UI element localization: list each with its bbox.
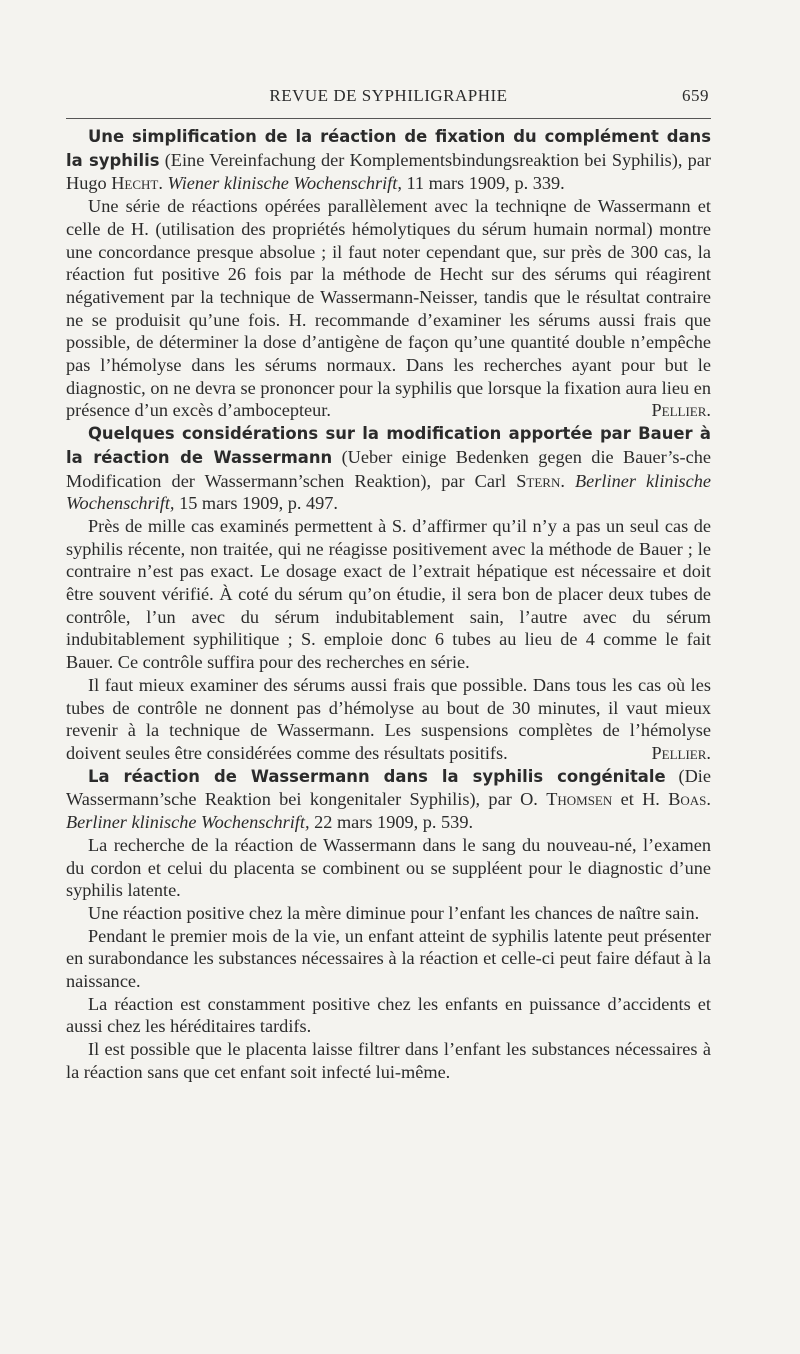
- article-paragraph: [66, 195, 711, 422]
- reference-text: .: [560, 470, 576, 491]
- page-number: 659: [682, 86, 709, 105]
- author-name: Stern: [516, 470, 561, 491]
- reference-date: 15 mars 1909, p. 497.: [174, 493, 339, 514]
- article-paragraph: Il est possible que le placenta laisse filtrer dans l’enfant les substances nécessaires à la réaction sans que cet enfant soit infecté lui-même.: [66, 1039, 711, 1082]
- journal-name: Berliner klinische Wochenschrift,: [66, 470, 712, 514]
- reference-date: 22 mars 1909, p. 539.: [309, 812, 474, 833]
- reference-text: .: [158, 173, 168, 194]
- signature: Pellier.: [651, 400, 711, 421]
- signature: Pellier.: [651, 742, 711, 763]
- journal-title: REVUE DE SYPHILIGRAPHIE: [269, 86, 508, 105]
- article-title: Quelques considérations sur la modification apportée par Bauer à la réaction de Wassermann: [66, 424, 711, 467]
- reference-text: (Eine Vereinfachung der Komplementsbindungsreaktion bei Syphilis), par Hugo: [66, 149, 711, 194]
- reference-text: (Ueber einige Bedenken gegen die Bauer’s-che Modification der Wassermann’schen Reaktion), par Carl: [66, 446, 711, 491]
- paragraph-text: Il faut mieux examiner des sérums aussi frais que possible. Dans tous les cas où les tubes de contrôle ne donnent pas d’hémolyse au bout de 30 minutes, il vaut mieux revenir à la technique de Wassermann. Les suspensions complètes de l’hémolyse doivent seules être considérées comme des résultats positifs.: [66, 674, 711, 763]
- reference-text: (Die Wassermann’sche Reaktion bei kongenitaler Syphilis), par O.: [66, 765, 711, 810]
- article-title: Une simplification de la réaction de fixation du complément dans la syphilis: [66, 127, 711, 170]
- header-rule: [66, 118, 711, 119]
- article-title: La réaction de Wassermann dans la syphilis congénitale: [88, 766, 666, 786]
- article-paragraph: La réaction est constamment positive chez les enfants en puissance d’accidents et aussi chez les héréditaires tardifs.: [66, 993, 711, 1037]
- article-reference: [66, 422, 711, 515]
- article-stern: [66, 422, 711, 765]
- article-thomsen-boas: [66, 765, 711, 1084]
- author-name: Hecht: [111, 173, 159, 194]
- article-reference: [66, 125, 711, 195]
- book-page: [66, 84, 711, 1084]
- article-paragraph: [66, 674, 711, 765]
- article-reference: [66, 765, 711, 834]
- article-paragraph: La recherche de la réaction de Wassermann dans le sang du nouveau-né, l’examen du cordon et celui du placenta se combinent ou se suppléent pour le diagnostic d’une syphilis latente.: [66, 834, 711, 901]
- paragraph-text: Une série de réactions opérées parallèlement avec la techniqne de Wassermann et celle de H. (utilisation des propriétés hémolytiques du sérum humain normal) montre une concordance presque absolue ; il faut noter cependant que, sur près de 300 cas, la réaction fut positive 26 fois par la méthode de Hecht sur des sérums qui réagirent négativement par la technique de Wassermann-Neisser, tandis que le résultat contraire ne se produisit qu’une fois. H. recommande d’examiner les sérums aussi frais que possible, de déterminer la dose d’antigène de façon qu’une quantité double n’empêche pas l’hémolyse dans les sérums normaux. Dans les recherches ayant pour but le diagnostic, on ne devra se prononcer pour la syphilis que lorsque la fixation aura lieu en présence d’un excès d’ambocepteur.: [66, 196, 711, 421]
- journal-name: Berliner klinische Wochenschrift,: [66, 812, 310, 833]
- reference-text: .: [706, 789, 711, 810]
- article-paragraph: Près de mille cas examinés permettent à S. d’affirmer qu’il n’y a pas un seul cas de syphilis récente, non traitée, qui ne réagisse positivement avec la méthode de Bauer ; le contraire n’est pas exact. Le dosage exact de l’extrait hépatique est nécessaire et doit être souvent vérifié. À coté du sérum qu’on étudie, il sera bon de placer deux tubes de contrôle, l’un avec du sérum indubitablement sain, l’autre avec du sérum indubitablement syphilitique ; S. emploie donc 6 tubes au lieu de 4 comme le fait Bauer. Ce contrôle suffira pour des recherches en série.: [66, 515, 711, 673]
- running-header: [66, 84, 711, 114]
- article-hecht: [66, 125, 711, 422]
- reference-text: et H.: [612, 789, 669, 810]
- article-paragraph: Pendant le premier mois de la vie, un enfant atteint de syphilis latente peut présenter en surabondance les substances nécessaires à la réaction et celle-ci peut faire défaut à la naissance.: [66, 925, 711, 992]
- reference-date: 11 mars 1909, p. 339.: [401, 173, 565, 194]
- article-paragraph: Une réaction positive chez la mère diminue pour l’enfant les chances de naître sain.: [88, 902, 700, 923]
- author-name: Boas: [668, 789, 707, 810]
- author-name: Thomsen: [546, 789, 613, 810]
- journal-name: Wiener klinische Wochenschrift,: [167, 173, 402, 194]
